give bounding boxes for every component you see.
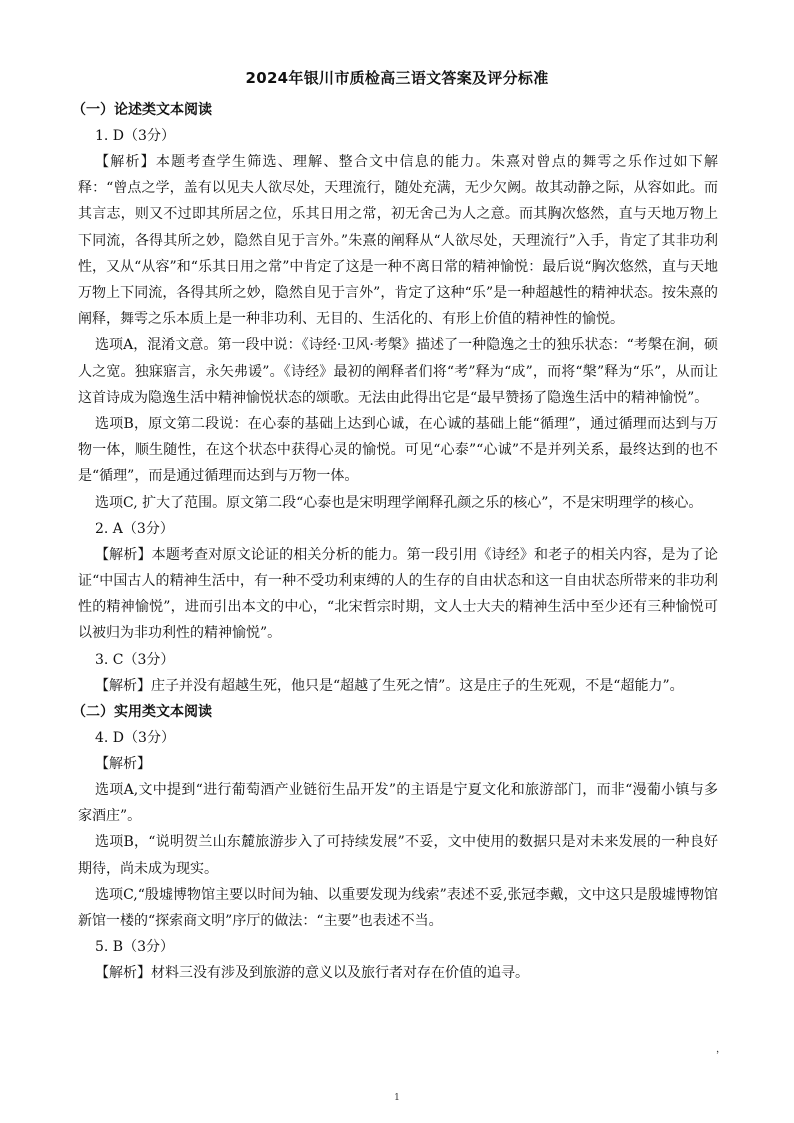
- answer-content: [72, 97, 718, 986]
- analysis-q4-label: 【解析】: [95, 755, 151, 772]
- analysis-q1-option-c: 选项C, 扩大了范围。原文第二段“心泰也是宋明理学阐释孔颜之乐的核心”，不是宋明理学的核心。: [95, 494, 703, 511]
- analysis-q4-option-c: 选项C,“殷墟博物馆主要以时间为轴、以重要发现为线索”表述不妥,张冠李戴，文中这只是殷墟博物馆新馆一楼的“探索商文明”序厅的做法：“主要”也表述不当。: [78, 886, 718, 930]
- section-heading-practical: （二）实用类文本阅读: [72, 703, 212, 720]
- analysis-q1: 【解析】本题考查学生筛选、理解、整合文中信息的能力。朱熹对曾点的舞雩之乐作过如下解释：“曾点之学，盖有以见夫人欲尽处，天理流行，随处充满，无少欠阙。故其动静之际，从容如此。而其言志，则又不过即其所居之位，乐其日用之常，初无舍己为人之意。而其胸次悠然，直与天地万物上下同流，各得其所之妙，隐然自见于言外。”朱熹的阐释从“人欲尽处，天理流行”入手，肯定了其非功利性，又从“从容”和“乐其日用之常”中肯定了这是一种不离日常的精神愉悦：最后说“胸次悠然，直与天地万物上下同流，各得其所之妙，隐然自见于言外”，肯定了这种“乐”是一种超越性的精神状态。按朱熹的阐释，舞雩之乐本质上是一种非功利、无目的、生活化的、有形上价值的精神性的愉悦。: [78, 154, 718, 328]
- answer-q3: 3. C（3分）: [95, 651, 175, 668]
- answer-q4: 4. D（3分）: [95, 729, 175, 746]
- page-title: 2024年银川市质检高三语文答案及评分标准: [245, 69, 549, 87]
- analysis-q4-option-a: 选项A,文中提到“进行葡萄酒产业链衍生品开发”的主语是宁夏文化和旅游部门，而非“漫葡小镇与多家酒庄”。: [78, 782, 718, 825]
- answer-q5: 5. B（3分）: [95, 939, 175, 956]
- analysis-q1-option-b: 选项B，原文第二段说：在心泰的基础上达到心诚，在心诚的基础上能“循理”，通过循理而达到与万物一体，顺生随性，在这个状态中获得心灵的愉悦。可见“心泰”“心诚”不是并列关系，最终达到的也不是“循理”，而是通过循理而达到与万物一体。: [78, 416, 718, 485]
- analysis-q1-option-a: 选项A，混淆文意。第一段中说：《诗经·卫风·考槃》描述了一种隐逸之士的独乐状态：“考槃在涧，硕人之宽。独寐寤言，永矢弗谖”。《诗经》最初的阐释者们将“考”释为“成”，而将“槃”释为“乐”，从而让这首诗成为隐逸生活中精神愉悦状态的颂歌。无法由此得出它是“最早赞扬了隐逸生活中的精神愉悦”。: [78, 337, 718, 406]
- analysis-q5: 【解析】材料三没有涉及到旅游的意义以及旅行者对存在价值的追寻。: [95, 965, 529, 982]
- analysis-q4-option-b: 选项B，“说明贺兰山东麓旅游步入了可持续发展”不妥，文中使用的数据只是对未来发展的一种良好期待，尚未成为现实。: [78, 834, 718, 877]
- analysis-q3: 【解析】庄子并没有超越生死，他只是“超越了生死之情”。这是庄子的生死观，不是“超能力”。: [95, 677, 684, 694]
- analysis-q2: 【解析】本题考查对原文论证的相关分析的能力。第一段引用《诗经》和老子的相关内容，是为了论证“中国古人的精神生活中，有一种不受功利束缚的人的生存的自由状态和这一自由状态所带来的非功利性的精神愉悦”，进而引出本文的中心，“北宋哲宗时期，文人士大夫的精神生活中至少还有三种愉悦可以被归为非功利性的精神愉悦”。: [78, 546, 718, 642]
- page-number: 1: [394, 1093, 400, 1103]
- answer-q1: 1. D（3分）: [95, 128, 175, 144]
- section-heading-argumentative: （一）论述类文本阅读: [72, 102, 212, 118]
- answer-q2: 2. A（3分）: [95, 520, 174, 537]
- stray-mark: ，: [716, 1044, 726, 1055]
